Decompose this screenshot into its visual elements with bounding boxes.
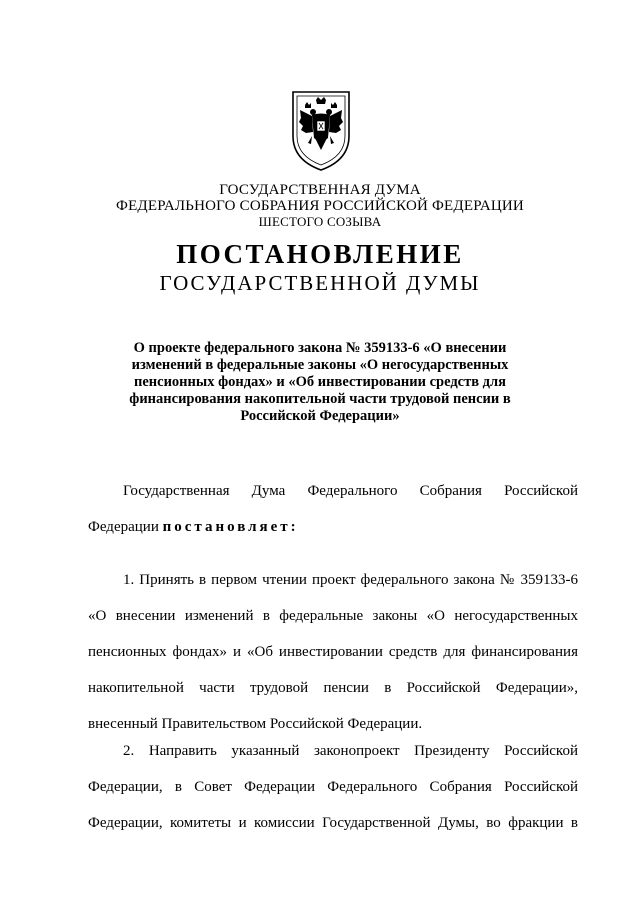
item1-line: пенсионных фондах» и «Об инвестировании средств для финансирования — [88, 644, 578, 660]
resolves-word: постановляет: — [162, 519, 299, 535]
subject-line: пенсионных фондах» и «Об инвестировании средств для — [133, 374, 506, 390]
item1-line: внесенный Правительством Российской Федерации. — [88, 716, 423, 732]
item1-line: накопительной части трудовой пенсии в Российской Федерации», — [88, 680, 578, 696]
item2-line: 2. Направить указанный законопроект Президенту Российской — [123, 743, 578, 759]
document-subtitle: ГОСУДАРСТВЕННОЙ ДУМЫ — [159, 271, 481, 295]
item2-line: Федерации, комитеты и комиссии Государственной Думы, во фракции в — [88, 815, 578, 831]
item2-line: Федерации, в Совет Федерации Федерального Собрания Российской — [88, 779, 578, 795]
header-line-duma: ГОСУДАРСТВЕННАЯ ДУМА — [219, 182, 421, 198]
preamble-text: Федерации — [88, 519, 163, 535]
header-line-convocation: ШЕСТОГО СОЗЫВА — [258, 214, 382, 229]
document-title: ПОСТАНОВЛЕНИЕ — [176, 239, 464, 269]
header-line-assembly: ФЕДЕРАЛЬНОГО СОБРАНИЯ РОССИЙСКОЙ ФЕДЕРАЦИИ — [116, 198, 524, 214]
coat-of-arms-icon — [288, 88, 354, 172]
subject-line: изменений в федеральные законы «О негосударственных — [131, 357, 509, 373]
subject-line: Российской Федерации» — [240, 408, 400, 424]
subject-line: финансирования накопительной части трудовой пенсии в — [129, 391, 511, 407]
preamble-line — [88, 518, 578, 536]
subject-line: О проекте федерального закона № 359133-6 «О внесении — [133, 340, 507, 356]
item1-line: 1. Принять в первом чтении проект федерального закона № 359133-6 — [123, 572, 578, 588]
item1-line: «О внесении изменений в федеральные законы «О негосударственных — [88, 608, 578, 624]
subject-heading — [120, 340, 520, 425]
preamble-line: Государственная Дума Федерального Собрания Российской — [123, 483, 578, 499]
